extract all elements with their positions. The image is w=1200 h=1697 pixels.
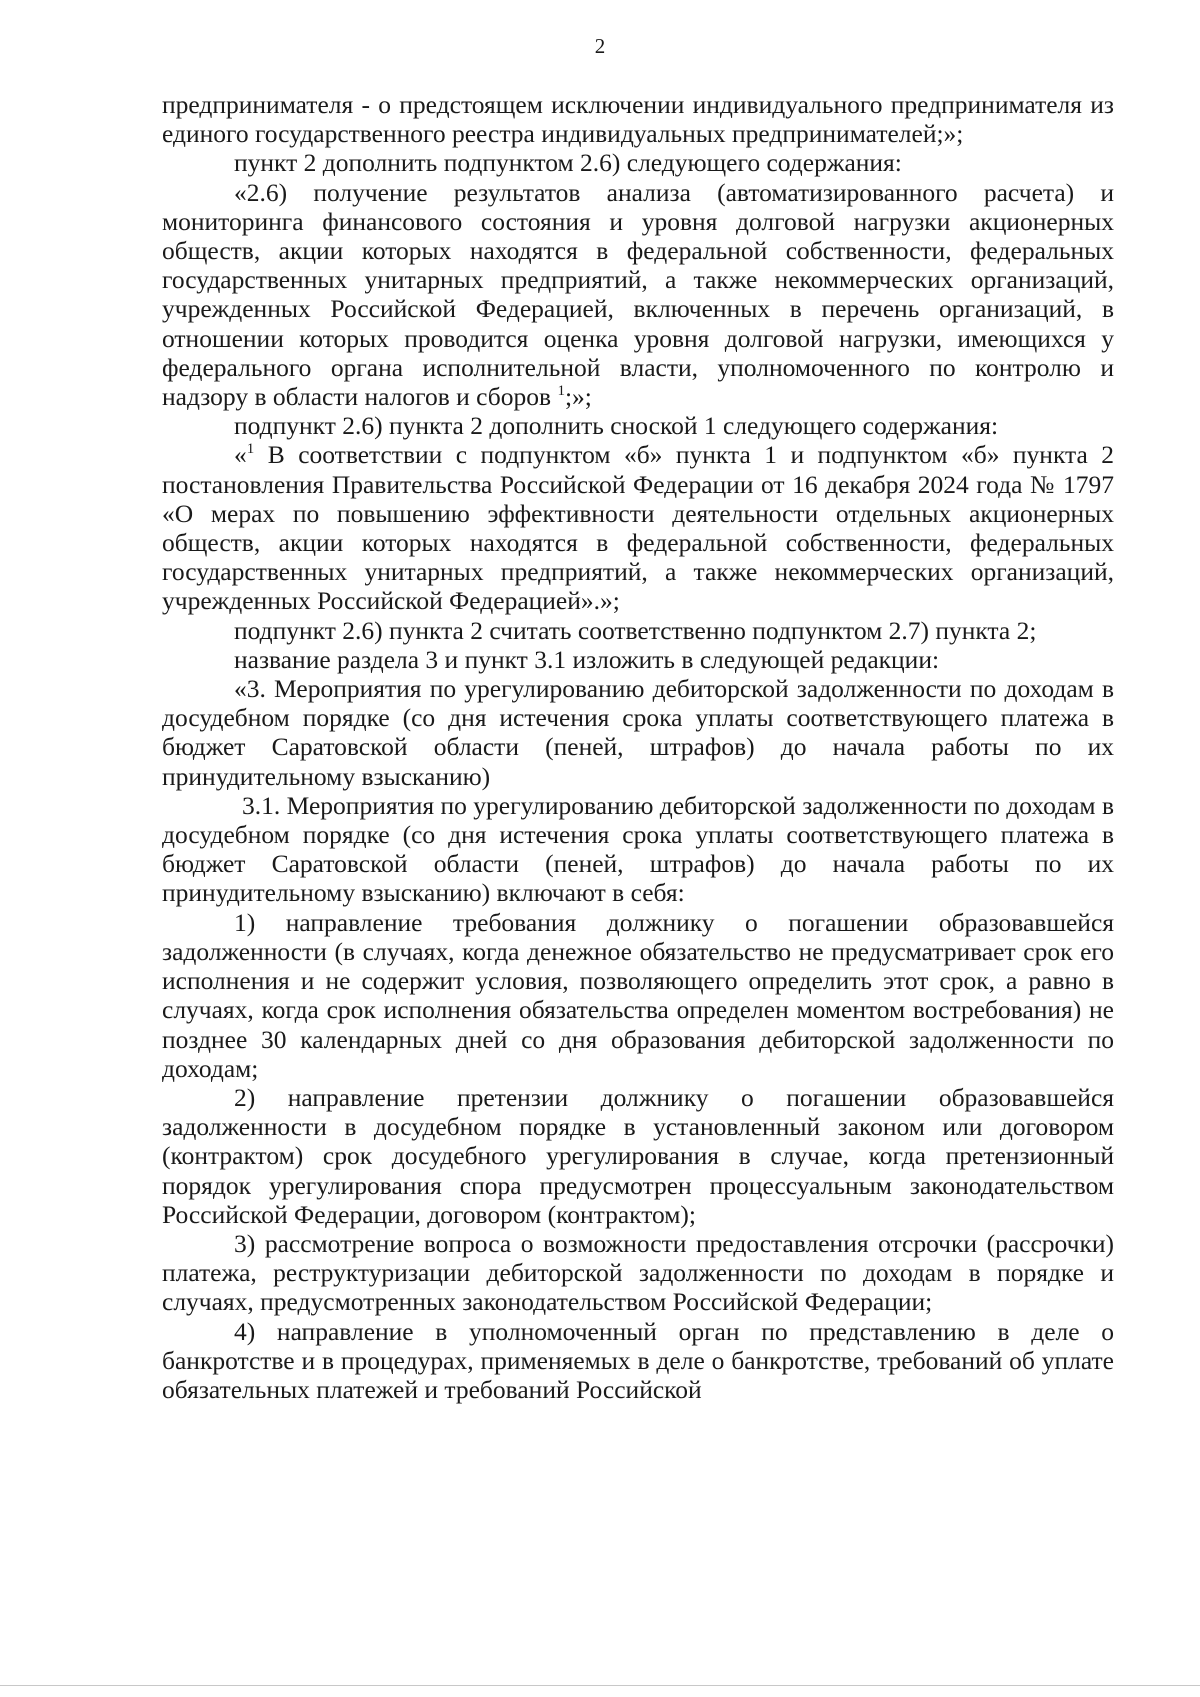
paragraph-text: 3) рассмотрение вопроса о возможности предоставления отсрочки (рассрочки) платежа, реструктуризации дебиторской задолженности по доходам в порядке и случаях, предусмотренных законодательством Российской Федерации;	[162, 1228, 1114, 1317]
paragraph-text: 2) направление претензии должнику о погашении образовавшейся задолженности в досудебном порядке в установленный законом или договором (контрактом) срок досудебного урегулирования в случае, когда претензионный порядок урегулирования спора предусмотрен процессуальным законодательством Российской Федерации, договором (контрактом);	[162, 1082, 1114, 1229]
paragraph-subclause-2-6	[162, 178, 1114, 412]
paragraph-footnote-text	[162, 440, 1114, 615]
paragraph-continuation	[162, 90, 1114, 148]
paragraph-clause-3-1	[162, 791, 1114, 908]
paragraph-list-item-2	[162, 1083, 1114, 1229]
document-body	[162, 90, 1114, 1404]
paragraph-list-item-1	[162, 908, 1114, 1083]
paragraph-text-tail: В соответствии с подпунктом «б» пункта 1 и подпунктом «б» пункта 2 постановления Правительства Российской Федерации от 16 декабря 2024 года № 1797 «О мерах по повышению эффективности деятельности отдельных акционерных обществ, акции которых находятся в федеральной собственности, федеральных государственных унитарных предприятий, а также некоммерческих организаций, учрежденных Российской Федерацией».»;	[162, 440, 1114, 616]
paragraph-text: подпункт 2.6) пункта 2 считать соответственно подпунктом 2.7) пункта 2;	[234, 615, 1037, 645]
paragraph-section-3-instruction	[162, 645, 1114, 674]
page-bottom-divider	[0, 1685, 1200, 1686]
paragraph-section-3-title	[162, 674, 1114, 791]
paragraph-text: «3. Мероприятия по урегулированию дебиторской задолженности по доходам в досудебном порядке (со дня истечения срока уплаты соответствующего платежа в бюджет Саратовской области (пеней, штрафов) до начала работы по их принудительному взысканию)	[162, 674, 1114, 791]
page-number: 2	[594, 34, 606, 58]
paragraph-text: «2.6) получение результатов анализа (автоматизированного расчета) и мониторинга финансового состояния и уровня долговой нагрузки акционерных обществ, акции которых находятся в федеральной собственности, федеральных государственных унитарных предприятий, а также некоммерческих организаций, учрежденных Российской Федерацией, включенных в перечень организаций, в отношении которых проводится оценка уровня долговой нагрузки, имеющихся у федерального органа исполнительной власти, уполномоченного по контролю и надзору в области налогов и сборов	[162, 177, 1114, 412]
paragraph-text: пункт 2 дополнить подпунктом 2.6) следующего содержания:	[234, 148, 902, 178]
paragraph-text: 4) направление в уполномоченный орган по представлению в деле о банкротстве и в процедурах, применяемых в деле о банкротстве, требований об уплате обязательных платежей и требований Российской	[162, 1316, 1114, 1404]
paragraph-text: 1) направление требования должнику о погашении образовавшейся задолженности (в случаях, когда денежное обязательство не предусматривает срок его исполнения и не содержит условия, позволяющего определить этот срок, а равно в случаях, когда срок исполнения обязательства определен моментом востребования) не позднее 30 календарных дней со дня образования дебиторской задолженности по доходам;	[162, 907, 1114, 1083]
paragraph-text: предпринимателя - о предстоящем исключении индивидуального предпринимателя из единого государственного реестра индивидуальных предпринимателей;»;	[162, 90, 1114, 149]
paragraph-text-tail: ;»;	[564, 382, 592, 412]
paragraph-text: 3.1. Мероприятия по урегулированию дебиторской задолженности по доходам в досудебном порядке (со дня истечения срока уплаты соответствующего платежа в бюджет Саратовской области (пеней, штрафов) до начала работы по их принудительному взысканию) включают в себя:	[162, 790, 1114, 908]
paragraph-text: «	[234, 440, 247, 470]
paragraph-footnote-instruction	[162, 411, 1114, 440]
footnote-marker: 1	[246, 441, 255, 458]
paragraph-text: подпункт 2.6) пункта 2 дополнить сноской 1 следующего содержания:	[234, 411, 999, 441]
paragraph-list-item-3	[162, 1229, 1114, 1317]
paragraph-renumber-instruction	[162, 616, 1114, 645]
paragraph-list-item-4	[162, 1317, 1114, 1405]
footnote-marker: 1	[557, 383, 565, 400]
paragraph-text: название раздела 3 и пункт 3.1 изложить в следующей редакции:	[234, 644, 940, 674]
paragraph-amendment-instruction	[162, 148, 1114, 177]
